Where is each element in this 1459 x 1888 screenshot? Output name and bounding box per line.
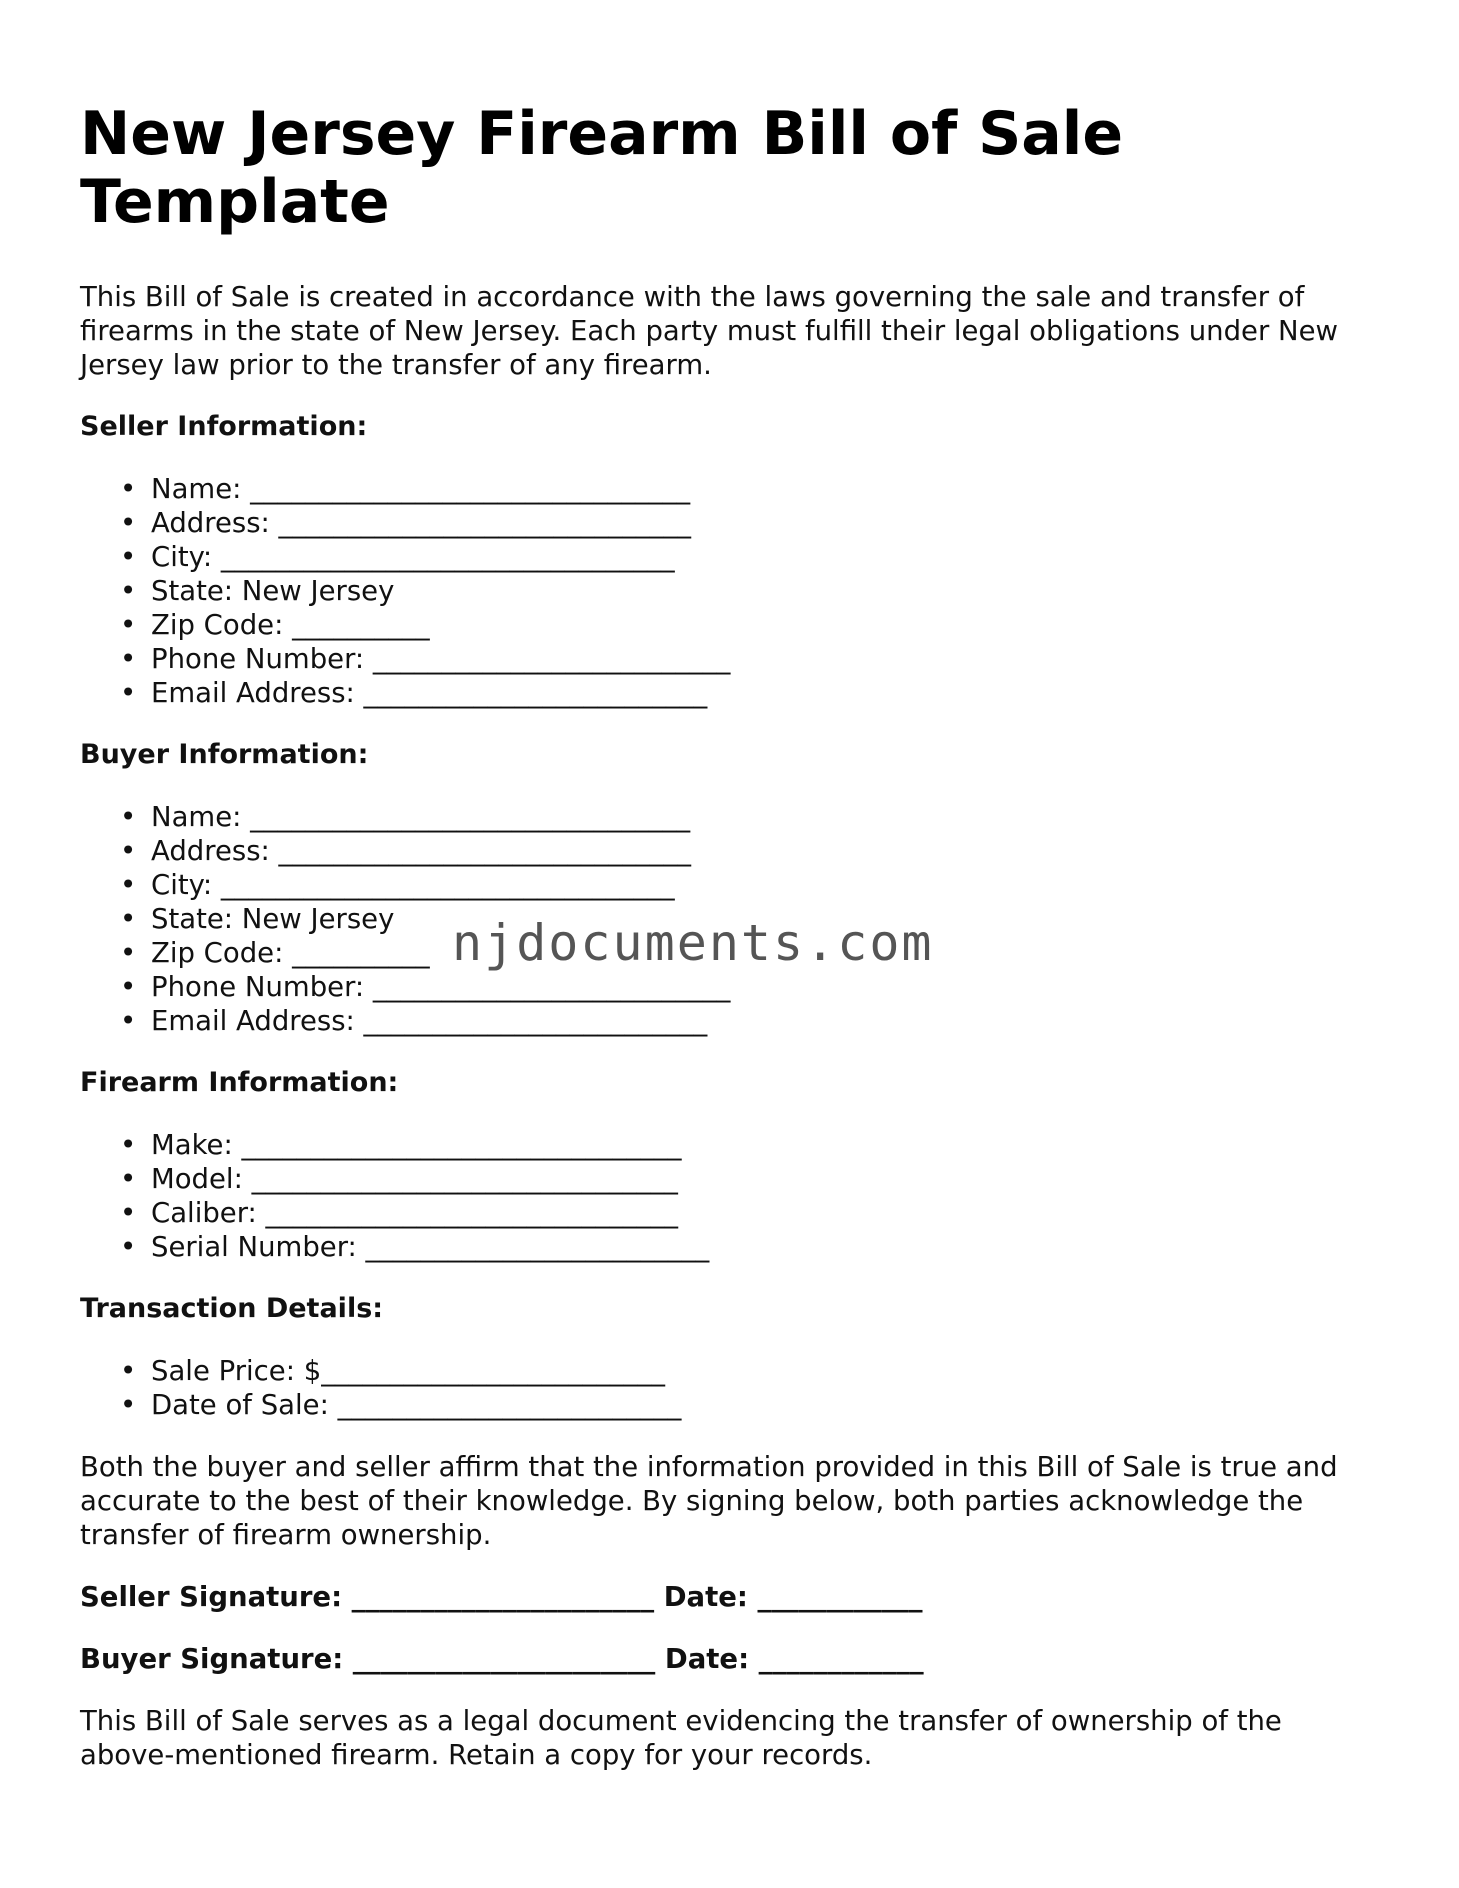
bullet-icon: • (120, 903, 137, 935)
list-item (80, 800, 1380, 834)
list-item (80, 574, 1380, 608)
list-item (80, 1004, 1380, 1038)
bullet-icon: • (120, 1389, 137, 1421)
seller-fields (80, 472, 1380, 710)
field-label: Phone Number: __________________________ (151, 971, 731, 1003)
affirmation-paragraph: Both the buyer and seller affirm that the information provided in this Bill of Sale is true and accurate to the best of their knowledge. By signing below, both parties acknowledge the transfer of firearm ownership. (80, 1451, 1338, 1551)
bullet-icon: • (120, 541, 137, 573)
field-label: Zip Code: __________ (151, 609, 430, 641)
bullet-icon: • (120, 971, 137, 1003)
list-item (80, 834, 1380, 868)
intro-paragraph: This Bill of Sale is created in accordance with the laws governing the sale and transfer of firearms in the state of New Jersey. Each party must fulfill their legal obligations under New Jersey law prior to the transfer of any firearm. (80, 281, 1338, 381)
list-item (80, 506, 1380, 540)
transaction-fields (80, 1354, 1380, 1422)
field-label: Phone Number: __________________________ (151, 643, 731, 675)
field-label: Sale Price: $_________________________ (151, 1355, 665, 1387)
buyer-signature-line: Buyer Signature: ______________________ Date: ____________ (80, 1643, 924, 1675)
list-item (80, 642, 1380, 676)
firearm-fields (80, 1128, 1380, 1264)
list-item (80, 540, 1380, 574)
bullet-icon: • (120, 473, 137, 505)
transaction-heading: Transaction Details: (80, 1293, 384, 1324)
bullet-icon: • (120, 1231, 137, 1263)
list-item (80, 1388, 1380, 1422)
field-label: Model: _______________________________ (151, 1163, 678, 1195)
list-item (80, 608, 1380, 642)
document-title: New Jersey Firearm Bill of Sale Template (80, 99, 1124, 237)
bullet-icon: • (120, 1163, 137, 1195)
bullet-icon: • (120, 835, 137, 867)
bullet-icon: • (120, 1355, 137, 1387)
list-item (80, 970, 1380, 1004)
bullet-icon: • (120, 937, 137, 969)
field-label: Address: ______________________________ (151, 507, 692, 539)
list-item (80, 868, 1380, 902)
firearm-heading: Firearm Information: (80, 1067, 399, 1098)
bullet-icon: • (120, 801, 137, 833)
field-label: State: New Jersey (151, 903, 395, 935)
list-item (80, 1128, 1380, 1162)
field-label: Serial Number: _________________________ (151, 1231, 710, 1263)
field-label: Zip Code: __________ (151, 937, 430, 969)
seller-heading: Seller Information: (80, 411, 368, 442)
field-label: Name: ________________________________ (151, 473, 691, 505)
closing-paragraph: This Bill of Sale serves as a legal document evidencing the transfer of ownership of the above-mentioned firearm. Retain a copy for your records. (80, 1705, 1282, 1771)
bullet-icon: • (120, 677, 137, 709)
field-label: Name: ________________________________ (151, 801, 691, 833)
field-label: State: New Jersey (151, 575, 395, 607)
bullet-icon: • (120, 1197, 137, 1229)
list-item (80, 1230, 1380, 1264)
list-item (80, 472, 1380, 506)
bullet-icon: • (120, 575, 137, 607)
field-label: Make: ________________________________ (151, 1129, 682, 1161)
list-item (80, 1196, 1380, 1230)
field-label: Email Address: _________________________ (151, 677, 708, 709)
bullet-icon: • (120, 1005, 137, 1037)
field-label: Caliber: ______________________________ (151, 1197, 679, 1229)
list-item (80, 676, 1380, 710)
seller-signature-line: Seller Signature: ______________________ Date: ____________ (80, 1581, 923, 1613)
field-label: City: _________________________________ (151, 869, 675, 901)
list-item (80, 1162, 1380, 1196)
field-label: Email Address: _________________________ (151, 1005, 708, 1037)
buyer-heading: Buyer Information: (80, 739, 369, 770)
list-item (80, 1354, 1380, 1388)
field-label: Address: ______________________________ (151, 835, 692, 867)
field-label: Date of Sale: _________________________ (151, 1389, 682, 1421)
bullet-icon: • (120, 869, 137, 901)
field-label: City: _________________________________ (151, 541, 675, 573)
bullet-icon: • (120, 1129, 137, 1161)
bullet-icon: • (120, 507, 137, 539)
watermark-text: njdocuments.com (452, 914, 934, 972)
bullet-icon: • (120, 609, 137, 641)
bullet-icon: • (120, 643, 137, 675)
